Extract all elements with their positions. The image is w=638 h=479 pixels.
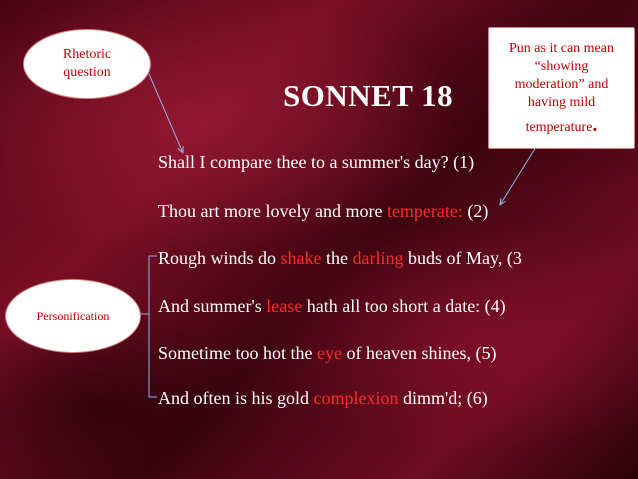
highlighted-word: shake: [280, 248, 322, 268]
highlighted-word: eye: [317, 343, 342, 363]
rhetoric-callout-line-1: Rhetoric: [62, 47, 112, 62]
poem-text: And summer's: [158, 296, 267, 316]
poem-text: Shall I compare thee to a summer's day? (1): [158, 152, 475, 172]
rhetoric-arrow: [149, 74, 183, 153]
poem-text: And often is his gold: [158, 388, 314, 408]
highlighted-word: darling: [352, 248, 404, 268]
poem-text: of heaven shines, (5): [341, 343, 497, 363]
poem-text: hath all too short a date: (4): [302, 296, 506, 316]
highlighted-word: lease: [266, 296, 303, 316]
pun-callout-line-4: having mild: [527, 94, 596, 110]
pun-arrow: [500, 147, 536, 205]
highlighted-word: temperate:: [386, 201, 463, 221]
highlighted-word: complexion: [313, 388, 399, 408]
poem-text: Thou art more lovely and more: [158, 201, 387, 221]
rhetoric-callout-line-2: question: [63, 65, 111, 80]
pun-callout-word: temperature: [525, 119, 593, 135]
pun-callout-line-2: “showing: [534, 58, 589, 74]
poem-text: (2): [462, 201, 489, 221]
poem-text: the: [321, 248, 353, 268]
personification-bracket: [149, 256, 157, 397]
pun-callout-line-3: moderation” and: [514, 76, 609, 92]
poem-text: Sometime too hot the: [158, 343, 317, 363]
slide-title: SONNET 18: [283, 78, 454, 113]
pun-callout-dot: .: [592, 113, 598, 136]
poem-text: Rough winds do: [158, 248, 281, 268]
poem-text: dimm'd; (6): [398, 388, 488, 408]
personification-callout-label: Personification: [36, 308, 110, 323]
poem-text: buds of May, (3: [403, 248, 522, 268]
pun-callout-line-1: Pun as it can mean: [509, 40, 614, 56]
